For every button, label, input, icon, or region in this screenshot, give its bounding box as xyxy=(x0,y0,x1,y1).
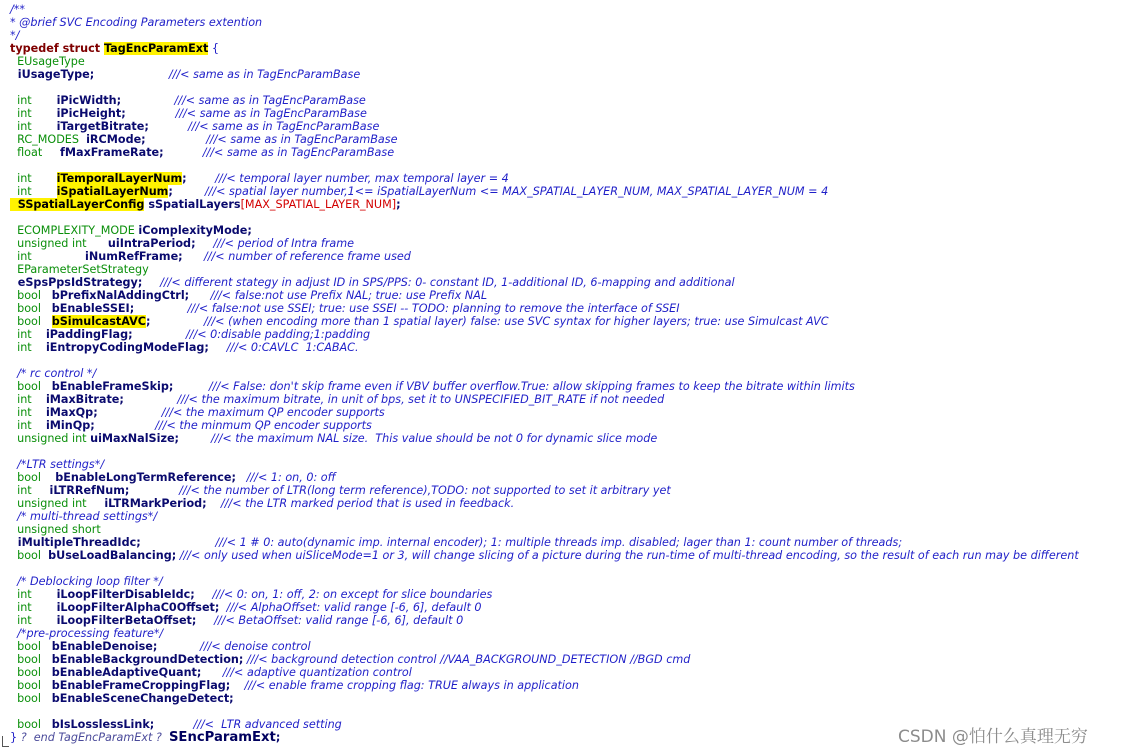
code-line xyxy=(10,536,902,549)
code-token: bEnableAdaptiveQuant; xyxy=(51,666,202,679)
code-token: ///< false:not use SSEI; true: use SSEI -- TODO: planning to remove the interface of SSEI xyxy=(134,302,680,315)
code-token: int xyxy=(10,614,57,627)
code-token: ///< false:not use Prefix NAL; true: use Prefix NAL xyxy=(189,289,488,302)
code-token: ///< adaptive quantization control xyxy=(201,666,412,679)
code-token: ///< same as in TagEncParamBase xyxy=(125,107,367,120)
code-line xyxy=(10,731,280,744)
code-token: ///< different stategy in adjust ID in SPS/PPS: 0- constant ID, 1-additional ID, 6-mapping and additional xyxy=(142,276,735,289)
code-token: ///< AlphaOffset: valid range [-6, 6], default 0 xyxy=(219,601,482,614)
code-line xyxy=(10,471,336,484)
code-token: bool xyxy=(10,380,52,393)
code-line xyxy=(10,341,359,354)
code-line xyxy=(10,3,25,16)
code-line xyxy=(10,172,509,185)
code-token: iUsageType; xyxy=(10,68,95,81)
code-token: int xyxy=(10,172,57,185)
code-token: ///< same as in TagEncParamBase xyxy=(145,133,398,146)
code-token: ///< period of Intra frame xyxy=(195,237,355,250)
code-token: fMaxFrameRate; xyxy=(60,146,164,159)
code-token: ; xyxy=(182,172,187,185)
code-token: ; xyxy=(168,185,173,198)
code-token: uiIntraPeriod; xyxy=(107,237,196,250)
fold-marker[interactable] xyxy=(2,736,9,747)
code-token: iPicHeight; xyxy=(56,107,126,120)
code-token: bSimulcastAVC xyxy=(51,315,146,328)
code-token: iMaxQp; xyxy=(45,406,98,419)
code-token: bool xyxy=(10,666,52,679)
code-token: int xyxy=(10,341,46,354)
code-token: int xyxy=(10,185,57,198)
code-token: ///< only used when uiSliceMode=1 or 3, will change slicing of a picture during the run-time of multi-thread encoding, so the result of each run may be different xyxy=(176,549,1079,562)
code-token: TagEncParamExt xyxy=(103,42,209,55)
code-token: EUsageType xyxy=(10,55,85,68)
code-line xyxy=(10,692,234,705)
code-line xyxy=(10,393,664,406)
code-line xyxy=(10,250,411,263)
code-token: ; xyxy=(396,198,401,211)
code-token: iMaxBitrate; xyxy=(45,393,124,406)
code-token: bool xyxy=(10,692,52,705)
code-token: ///< temporal layer number, max temporal layer = 4 xyxy=(186,172,509,185)
code-token: iNumRefFrame; xyxy=(85,250,183,263)
code-token: bool xyxy=(10,289,52,302)
code-token: RC_MODES xyxy=(10,133,87,146)
code-line xyxy=(10,94,366,107)
code-line xyxy=(10,575,163,588)
code-token: bIsLosslessLink; xyxy=(51,718,155,731)
code-line xyxy=(10,432,657,445)
code-line xyxy=(10,68,360,81)
code-token: unsigned short xyxy=(10,523,101,536)
code-token: bPrefixNalAddingCtrl; xyxy=(51,289,190,302)
code-token: ///< enable frame cropping flag: TRUE always in application xyxy=(230,679,579,692)
code-token: bool xyxy=(10,471,56,484)
code-token: ///< 0: on, 1: off, 2: on except for slice boundaries xyxy=(194,588,493,601)
code-token: bEnableBackgroundDetection; xyxy=(51,653,244,666)
code-line xyxy=(10,55,85,68)
code-token: ? end TagEncParamExt ? xyxy=(20,731,169,744)
code-token: bUseLoadBalancing; xyxy=(48,549,177,562)
code-token: int xyxy=(10,601,57,614)
code-token: int xyxy=(10,328,46,341)
code-line xyxy=(10,328,370,341)
code-token: eSpsPpsIdStrategy; xyxy=(10,276,143,289)
code-line xyxy=(10,289,487,302)
code-token: iMultipleThreadIdc; xyxy=(10,536,141,549)
code-token: ///< 0:CAVLC 1:CABAC. xyxy=(208,341,359,354)
code-line xyxy=(10,224,252,237)
code-token: bEnableFrameSkip; xyxy=(51,380,174,393)
code-token: ///< background detection control //VAA_BACKGROUND_DETECTION //BGD cmd xyxy=(243,653,691,666)
code-token: int xyxy=(10,588,57,601)
code-line xyxy=(10,315,829,328)
code-token: ///< same as in TagEncParamBase xyxy=(94,68,361,81)
code-line xyxy=(10,549,1079,562)
code-line xyxy=(10,16,262,29)
code-token: ///< denoise control xyxy=(157,640,311,653)
code-token: ///< same as in TagEncParamBase xyxy=(121,94,366,107)
code-token: [MAX_SPATIAL_LAYER_NUM] xyxy=(240,198,397,211)
watermark: CSDN @怕什么真理无穷 xyxy=(898,727,1088,747)
code-token: int xyxy=(10,419,46,432)
code-token: ///< number of reference frame used xyxy=(182,250,411,263)
code-token: ///< 0:disable padding;1:padding xyxy=(132,328,371,341)
code-token: ///< LTR advanced setting xyxy=(154,718,342,731)
code-token: /*pre-processing feature*/ xyxy=(10,627,164,640)
code-token: int xyxy=(10,393,46,406)
code-token: ///< spatial layer number,1<= iSpatialLayerNum <= MAX_SPATIAL_LAYER_NUM, MAX_SPATIAL_LAYER_NUM = 4 xyxy=(172,185,829,198)
code-token: ; xyxy=(275,731,281,744)
code-token: iLoopFilterDisableIdc; xyxy=(56,588,195,601)
code-token: iLoopFilterBetaOffset; xyxy=(56,614,197,627)
code-token: bool xyxy=(10,679,52,692)
code-token: ///< the minmum QP encoder supports xyxy=(94,419,372,432)
code-token: SEncParamExt xyxy=(168,730,276,745)
code-line xyxy=(10,42,219,55)
code-token: iTargetBitrate; xyxy=(56,120,149,133)
code-line xyxy=(10,29,19,42)
code-token: bEnableLongTermReference; xyxy=(55,471,236,484)
code-token: int xyxy=(10,406,46,419)
code-line xyxy=(10,120,379,133)
code-token: EParameterSetStrategy xyxy=(10,263,149,276)
code-token: ; xyxy=(146,315,151,328)
code-token: int xyxy=(10,107,57,120)
code-line xyxy=(10,640,311,653)
code-token: bEnableSSEI; xyxy=(51,302,135,315)
code-line xyxy=(10,198,401,211)
code-token: int xyxy=(10,120,57,133)
code-token: iTemporalLayerNum xyxy=(56,172,183,185)
code-line xyxy=(10,107,367,120)
code-token: iLTRRefNum; xyxy=(49,484,130,497)
code-line xyxy=(10,185,828,198)
code-token: typedef struct xyxy=(10,42,104,55)
code-line xyxy=(10,146,394,159)
code-line xyxy=(10,237,354,250)
code-token: ///< (when encoding more than 1 spatial layer) false: use SVC syntax for higher layers; true: use Simulcast AVC xyxy=(150,315,829,328)
code-line xyxy=(10,484,671,497)
code-token: ///< BetaOffset: valid range [-6, 6], default 0 xyxy=(196,614,464,627)
code-line xyxy=(10,510,157,523)
code-line xyxy=(10,302,680,315)
code-token: /** xyxy=(10,3,25,16)
code-token: ///< same as in TagEncParamBase xyxy=(148,120,380,133)
code-line xyxy=(10,380,855,393)
code-token: bEnableSceneChangeDetect; xyxy=(51,692,234,705)
code-token: } xyxy=(10,731,21,744)
code-line xyxy=(10,588,492,601)
code-token: int xyxy=(10,250,86,263)
code-token: unsigned int xyxy=(10,432,91,445)
code-token: bool xyxy=(10,718,52,731)
code-line xyxy=(10,458,104,471)
code-token: ///< same as in TagEncParamBase xyxy=(163,146,395,159)
code-token: iRCMode; xyxy=(86,133,146,146)
code-token: iPicWidth; xyxy=(56,94,122,107)
code-line xyxy=(10,614,463,627)
code-token: bEnableDenoise; xyxy=(51,640,158,653)
code-token: */ xyxy=(10,29,20,42)
code-token: ///< 1: on, 0: off xyxy=(235,471,336,484)
code-token: ECOMPLEXITY_MODE xyxy=(10,224,139,237)
code-token: ///< the maximum bitrate, in unit of bps, set it to UNSPECIFIED_BIT_RATE if not needed xyxy=(123,393,665,406)
code-token: int xyxy=(10,94,57,107)
code-token: uiMaxNalSize; xyxy=(90,432,180,445)
code-token: ///< the maximum NAL size. This value should be not 0 for dynamic slice mode xyxy=(179,432,658,445)
code-token: iLoopFilterAlphaC0Offset; xyxy=(56,601,220,614)
code-token: int xyxy=(10,484,50,497)
code-line xyxy=(10,627,163,640)
code-token: /* multi-thread settings*/ xyxy=(10,510,158,523)
code-line xyxy=(10,523,101,536)
code-token: /* Deblocking loop filter */ xyxy=(10,575,163,588)
code-token: iPaddingFlag; xyxy=(45,328,133,341)
code-token: sSpatialLayers xyxy=(144,198,241,211)
code-token: bool xyxy=(10,640,52,653)
code-line xyxy=(10,419,372,432)
code-line xyxy=(10,653,690,666)
code-token: /*LTR settings*/ xyxy=(10,458,105,471)
code-token: ///< the maximum QP encoder supports xyxy=(97,406,385,419)
code-token: ///< False: don't skip frame even if VBV buffer overflow.True: allow skipping frames to keep the bitrate within limits xyxy=(173,380,855,393)
code-token: { xyxy=(208,42,220,55)
code-line xyxy=(10,406,385,419)
code-token: /* rc control */ xyxy=(10,367,97,380)
code-line xyxy=(10,679,579,692)
code-token: float xyxy=(10,146,61,159)
code-line xyxy=(10,497,514,510)
code-token: iSpatialLayerNum xyxy=(56,185,169,198)
code-line xyxy=(10,601,482,614)
code-line xyxy=(10,133,398,146)
code-line xyxy=(10,367,96,380)
code-token: bool xyxy=(10,653,52,666)
code-token: iEntropyCodingModeFlag; xyxy=(45,341,209,354)
code-token: unsigned int xyxy=(10,237,108,250)
code-line xyxy=(10,666,412,679)
code-token: iComplexityMode; xyxy=(138,224,252,237)
code-line xyxy=(10,263,149,276)
code-token: bEnableFrameCroppingFlag; xyxy=(51,679,231,692)
code-token: SSpatialLayerConfig xyxy=(10,198,145,211)
code-token: iMinQp; xyxy=(45,419,95,432)
code-token: bool xyxy=(10,315,52,328)
code-token: bool xyxy=(10,549,49,562)
code-token: * @brief SVC Encoding Parameters extention xyxy=(10,16,263,29)
code-token: bool xyxy=(10,302,52,315)
code-token: ///< the number of LTR(long term reference),TODO: not supported to set it arbitrary yet xyxy=(129,484,671,497)
code-token: iLTRMarkPeriod; xyxy=(104,497,207,510)
code-token: unsigned int xyxy=(10,497,105,510)
code-line xyxy=(10,276,735,289)
code-token: ///< the LTR marked period that is used in feedback. xyxy=(206,497,515,510)
code-token: ///< 1 # 0: auto(dynamic imp. internal encoder); 1: multiple threads imp. disabled; lager than 1: count number of threads; xyxy=(140,536,903,549)
